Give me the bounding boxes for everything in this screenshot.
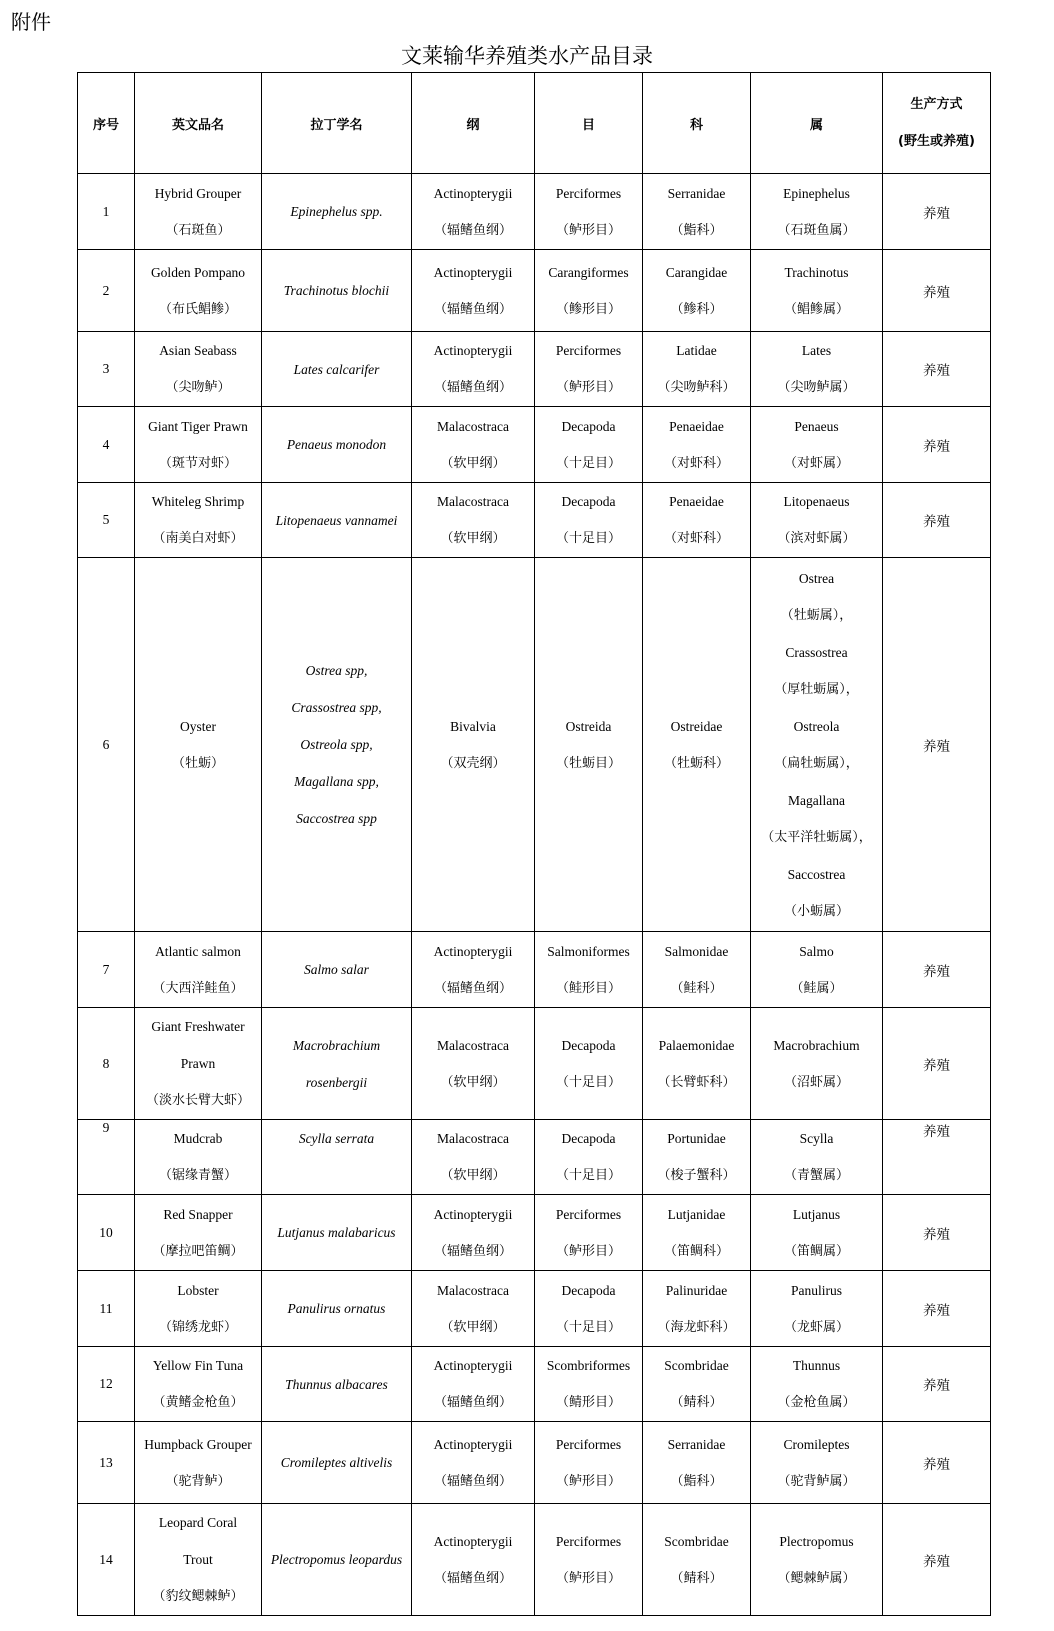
product-catalog-table — [77, 72, 991, 1616]
cell-class: Actinopterygii （辐鳍鱼纲） — [412, 1347, 535, 1422]
header-family: 科 — [643, 73, 751, 174]
header-order: 目 — [535, 73, 643, 174]
cell-latin-name: Lates calcarifer — [262, 332, 412, 407]
cell-english-name: Yellow Fin Tuna （黄鳍金枪鱼） — [135, 1347, 262, 1422]
header-latin-name: 拉丁学名 — [262, 73, 412, 174]
cell-production-method: 养殖 — [883, 1120, 991, 1195]
cell-english-name: Golden Pompano （布氏鲳鲹） — [135, 250, 262, 332]
cell-english-name: Oyster （牡蛎） — [135, 558, 262, 932]
table-row — [78, 1422, 991, 1504]
cell-order: Decapoda （十足目） — [535, 1008, 643, 1120]
cell-family: Lutjanidae （笛鲷科） — [643, 1195, 751, 1271]
cell-production-method: 养殖 — [883, 250, 991, 332]
cell-english-name: Mudcrab （锯缘青蟹） — [135, 1120, 262, 1195]
cell-class: Malacostraca （软甲纲） — [412, 1271, 535, 1347]
cell-family: Penaeidae （对虾科） — [643, 483, 751, 558]
cell-no: 12 — [78, 1347, 135, 1422]
cell-genus: Lates （尖吻鲈属） — [751, 332, 883, 407]
table-row — [78, 174, 991, 250]
cell-no: 14 — [78, 1504, 135, 1616]
cell-order: Decapoda （十足目） — [535, 1120, 643, 1195]
cell-no: 3 — [78, 332, 135, 407]
cell-production-method: 养殖 — [883, 407, 991, 483]
cell-no: 5 — [78, 483, 135, 558]
cell-no: 11 — [78, 1271, 135, 1347]
cell-class: Actinopterygii （辐鳍鱼纲） — [412, 1422, 535, 1504]
cell-no: 2 — [78, 250, 135, 332]
cell-order: Decapoda （十足目） — [535, 407, 643, 483]
cell-family: Latidae （尖吻鲈科） — [643, 332, 751, 407]
cell-no: 10 — [78, 1195, 135, 1271]
cell-latin-name: Panulirus ornatus — [262, 1271, 412, 1347]
header-no: 序号 — [78, 73, 135, 174]
cell-latin-name: Epinephelus spp. — [262, 174, 412, 250]
cell-english-name: Giant Freshwater Prawn （淡水长臂大虾） — [135, 1008, 262, 1120]
cell-no: 6 — [78, 558, 135, 932]
cell-class: Actinopterygii （辐鳍鱼纲） — [412, 250, 535, 332]
page-title: 文莱输华养殖类水产品目录 — [401, 44, 653, 68]
cell-latin-name: Salmo salar — [262, 932, 412, 1008]
cell-class: Malacostraca （软甲纲） — [412, 483, 535, 558]
cell-production-method: 养殖 — [883, 932, 991, 1008]
cell-class: Actinopterygii （辐鳍鱼纲） — [412, 174, 535, 250]
cell-english-name: Asian Seabass （尖吻鲈） — [135, 332, 262, 407]
cell-family: Ostreidae （牡蛎科） — [643, 558, 751, 932]
cell-order: Perciformes （鲈形目） — [535, 1195, 643, 1271]
table-row — [78, 407, 991, 483]
cell-order: Ostreida （牡蛎目） — [535, 558, 643, 932]
cell-genus: Panulirus （龙虾属） — [751, 1271, 883, 1347]
table-row — [78, 483, 991, 558]
cell-order: Decapoda （十足目） — [535, 1271, 643, 1347]
cell-latin-name: Trachinotus blochii — [262, 250, 412, 332]
header-production-method: 生产方式 (野生或养殖) — [883, 73, 991, 174]
cell-order: Carangiformes （鲹形目） — [535, 250, 643, 332]
cell-english-name: Humpback Grouper （驼背鲈） — [135, 1422, 262, 1504]
cell-genus: Macrobrachium （沼虾属） — [751, 1008, 883, 1120]
cell-genus: Penaeus （对虾属） — [751, 407, 883, 483]
cell-family: Serranidae （鮨科） — [643, 1422, 751, 1504]
header-class: 纲 — [412, 73, 535, 174]
cell-english-name: Red Snapper （摩拉吧笛鲷） — [135, 1195, 262, 1271]
table-row — [78, 250, 991, 332]
cell-genus: Epinephelus （石斑鱼属） — [751, 174, 883, 250]
cell-english-name: Atlantic salmon （大西洋鲑鱼） — [135, 932, 262, 1008]
attachment-label: 附件 — [11, 10, 51, 34]
header-genus: 属 — [751, 73, 883, 174]
table-row — [78, 932, 991, 1008]
cell-order: Decapoda （十足目） — [535, 483, 643, 558]
cell-production-method: 养殖 — [883, 1504, 991, 1616]
cell-no: 13 — [78, 1422, 135, 1504]
cell-production-method: 养殖 — [883, 558, 991, 932]
cell-family: Portunidae （梭子蟹科） — [643, 1120, 751, 1195]
cell-class: Actinopterygii （辐鳍鱼纲） — [412, 332, 535, 407]
cell-english-name: Giant Tiger Prawn （斑节对虾） — [135, 407, 262, 483]
cell-family: Scombridae （鲭科） — [643, 1347, 751, 1422]
cell-latin-name: Thunnus albacares — [262, 1347, 412, 1422]
cell-genus: Thunnus （金枪鱼属） — [751, 1347, 883, 1422]
cell-production-method: 养殖 — [883, 1271, 991, 1347]
cell-family: Salmonidae （鲑科） — [643, 932, 751, 1008]
cell-class: Malacostraca （软甲纲） — [412, 407, 535, 483]
cell-order: Perciformes （鲈形目） — [535, 174, 643, 250]
cell-order: Perciformes （鲈形目） — [535, 332, 643, 407]
cell-family: Serranidae （鮨科） — [643, 174, 751, 250]
cell-latin-name: Penaeus monodon — [262, 407, 412, 483]
cell-latin-name: Lutjanus malabaricus — [262, 1195, 412, 1271]
table-row — [78, 1504, 991, 1616]
cell-class: Actinopterygii （辐鳍鱼纲） — [412, 1504, 535, 1616]
cell-english-name: Hybrid Grouper （石斑鱼） — [135, 174, 262, 250]
cell-latin-name: Ostrea spp, Crassostrea spp, Ostreola spp, Magallana spp, Saccostrea spp — [262, 558, 412, 932]
cell-family: Penaeidae （对虾科） — [643, 407, 751, 483]
cell-class: Malacostraca （软甲纲） — [412, 1120, 535, 1195]
table-row — [78, 558, 991, 932]
cell-production-method: 养殖 — [883, 332, 991, 407]
cell-family: Carangidae （鲹科） — [643, 250, 751, 332]
cell-genus: Litopenaeus （滨对虾属） — [751, 483, 883, 558]
cell-latin-name: Scylla serrata — [262, 1120, 412, 1195]
cell-production-method: 养殖 — [883, 1347, 991, 1422]
cell-production-method: 养殖 — [883, 1195, 991, 1271]
table-row — [78, 332, 991, 407]
cell-no: 1 — [78, 174, 135, 250]
table-row — [78, 1120, 991, 1195]
cell-no: 7 — [78, 932, 135, 1008]
table-row — [78, 1271, 991, 1347]
cell-genus: Trachinotus （鲳鲹属） — [751, 250, 883, 332]
cell-genus: Lutjanus （笛鲷属） — [751, 1195, 883, 1271]
cell-genus: Salmo （鲑属） — [751, 932, 883, 1008]
table-row — [78, 1008, 991, 1120]
cell-class: Actinopterygii （辐鳍鱼纲） — [412, 1195, 535, 1271]
cell-no: 9 — [78, 1120, 135, 1195]
cell-no: 4 — [78, 407, 135, 483]
cell-genus: Plectropomus （鳃棘鲈属） — [751, 1504, 883, 1616]
cell-family: Palaemonidae （长臂虾科） — [643, 1008, 751, 1120]
cell-family: Scombridae （鲭科） — [643, 1504, 751, 1616]
cell-class: Actinopterygii （辐鳍鱼纲） — [412, 932, 535, 1008]
cell-latin-name: Plectropomus leopardus — [262, 1504, 412, 1616]
cell-order: Perciformes （鲈形目） — [535, 1422, 643, 1504]
cell-latin-name: Cromileptes altivelis — [262, 1422, 412, 1504]
table-header-row — [78, 73, 991, 174]
cell-order: Perciformes （鲈形目） — [535, 1504, 643, 1616]
table-row — [78, 1347, 991, 1422]
cell-production-method: 养殖 — [883, 1008, 991, 1120]
cell-order: Salmoniformes （鲑形目） — [535, 932, 643, 1008]
cell-class: Bivalvia （双壳纲） — [412, 558, 535, 932]
cell-english-name: Leopard Coral Trout （豹纹鳃棘鲈） — [135, 1504, 262, 1616]
cell-english-name: Whiteleg Shrimp （南美白对虾） — [135, 483, 262, 558]
cell-production-method: 养殖 — [883, 483, 991, 558]
cell-genus: Ostrea （牡蛎属）， Crassostrea （厚牡蛎属）， Ostreola （扁牡蛎属）， Magallana （太平洋牡蛎属）， Saccostrea （小蛎属） — [751, 558, 883, 932]
cell-latin-name: Macrobrachium rosenbergii — [262, 1008, 412, 1120]
cell-no: 8 — [78, 1008, 135, 1120]
cell-order: Scombriformes （鲭形目） — [535, 1347, 643, 1422]
cell-family: Palinuridae （海龙虾科） — [643, 1271, 751, 1347]
cell-class: Malacostraca （软甲纲） — [412, 1008, 535, 1120]
cell-genus: Scylla （青蟹属） — [751, 1120, 883, 1195]
cell-production-method: 养殖 — [883, 1422, 991, 1504]
cell-genus: Cromileptes （驼背鲈属） — [751, 1422, 883, 1504]
cell-english-name: Lobster （锦绣龙虾） — [135, 1271, 262, 1347]
table-row — [78, 1195, 991, 1271]
cell-production-method: 养殖 — [883, 174, 991, 250]
header-english-name: 英文品名 — [135, 73, 262, 174]
cell-latin-name: Litopenaeus vannamei — [262, 483, 412, 558]
